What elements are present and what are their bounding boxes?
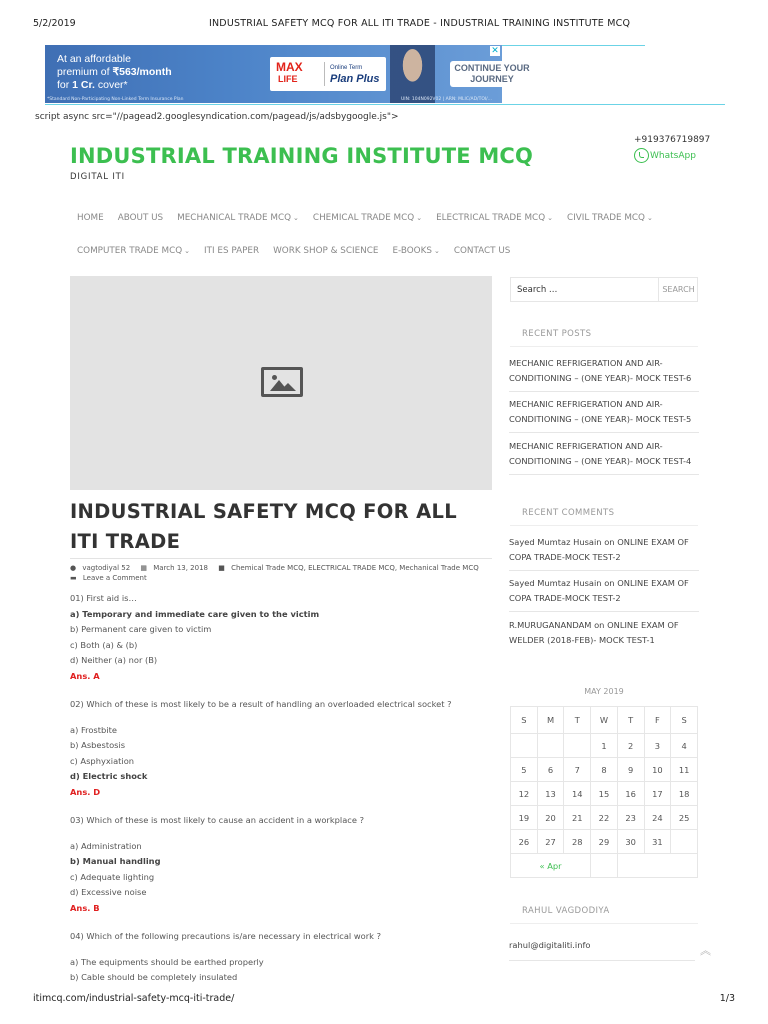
comment-meta[interactable]: [70, 574, 151, 582]
calendar-day-name: S: [671, 707, 698, 734]
calendar-nav-spacer: [591, 854, 618, 878]
calendar-day: 6: [537, 758, 564, 782]
chevron-down-icon: ⌄: [646, 213, 653, 222]
calendar-day-name: W: [591, 707, 618, 734]
ad-logo-max: MAX: [276, 60, 303, 74]
calendar-day: 22: [591, 806, 618, 830]
nav-item-label: ELECTRICAL TRADE MCQ: [436, 212, 546, 223]
chevron-down-icon: ⌄: [293, 213, 299, 222]
question-spacer: [70, 829, 490, 839]
calendar-day: 14: [564, 782, 591, 806]
ad-logo-plan-text: Plan Plus: [330, 73, 380, 85]
answer-key: Ans. A: [70, 670, 100, 681]
ad-logo-plan-small: Online Term: [330, 65, 363, 71]
leave-comment-link: Leave a Comment: [82, 574, 147, 582]
calendar-day: 16: [617, 782, 644, 806]
calendar-day: 19: [511, 806, 538, 830]
recent-post-separator: [509, 474, 699, 475]
calendar-day: 5: [511, 758, 538, 782]
calendar-day-name: M: [537, 707, 564, 734]
answer-option: c) Asphyxiation: [70, 755, 135, 766]
nav-item[interactable]: [306, 213, 429, 223]
question-spacer: [70, 713, 490, 723]
ad-price: ₹563/month: [112, 66, 172, 78]
answer-option: c) Both (a) & (b): [70, 639, 138, 650]
ad-continue-button[interactable]: CONTINUE YOUR JOURNEY: [450, 61, 534, 87]
chevron-down-icon: ⌄: [184, 246, 191, 255]
calendar-day: 23: [617, 806, 644, 830]
calendar-day-name: S: [511, 707, 538, 734]
author-email[interactable]: rahul@digitaliti.info: [509, 940, 591, 950]
calendar-day: 8: [591, 758, 618, 782]
answer-option: b) Asbestosis: [70, 740, 126, 750]
comment-author[interactable]: Sayed Mumtaz Husain: [509, 578, 602, 588]
author-widget-title-line: [510, 923, 698, 924]
calendar-day-name: T: [617, 707, 644, 734]
comment-post-link[interactable]: ONLINE EXAM OF COPA TRADE-MOCK TEST-2: [509, 537, 689, 562]
author-meta[interactable]: [70, 564, 134, 572]
calendar-table: [510, 706, 698, 878]
recent-post-link[interactable]: MECHANIC REFRIGERATION AND AIR-CONDITIONING – (ONE YEAR)- MOCK TEST-5: [509, 399, 692, 424]
recent-comments-title: RECENT COMMENTS: [522, 508, 615, 518]
post-categories: Chemical Trade MCQ, ELECTRICAL TRADE MCQ, Mechanical Trade MCQ: [231, 564, 479, 572]
calendar-day: 12: [511, 782, 538, 806]
user-icon: ●: [70, 564, 77, 572]
image-icon: [261, 367, 303, 397]
calendar-day: 17: [644, 782, 671, 806]
question-block: [70, 929, 490, 986]
raw-script-text: script async src="//pagead2.googlesyndication.com/pagead/js/adsbygoogle.js">: [35, 112, 399, 122]
print-page-number: 1/3: [719, 993, 735, 1004]
calendar-day: 27: [537, 830, 564, 854]
calendar-day: 26: [511, 830, 538, 854]
chevron-down-icon: ⌄: [547, 213, 553, 222]
ad-fine-print: *Standard Non-Participating Non-Linked Term Insurance Plan: [47, 97, 184, 102]
calendar-icon: ▦: [140, 564, 148, 572]
calendar-day: 3: [644, 734, 671, 758]
recent-post-separator: [509, 432, 699, 433]
nav-item-label: WORK SHOP & SCIENCE: [273, 245, 379, 256]
calendar-day-name: F: [644, 707, 671, 734]
featured-image-placeholder: [70, 276, 492, 490]
calendar-week-row: [511, 806, 698, 830]
ad-line-2: [57, 66, 172, 79]
calendar-empty-cell: [564, 734, 591, 758]
nav-item-label: CONTACT US: [453, 245, 511, 256]
chevron-down-icon: ⌄: [433, 246, 440, 255]
recent-post-separator: [509, 391, 699, 392]
category-meta[interactable]: [218, 564, 482, 572]
answer-key: Ans. B: [70, 902, 100, 913]
correct-option: b) Manual handling: [70, 856, 161, 866]
correct-option: a) Temporary and immediate care given to the victim: [70, 608, 320, 619]
calendar-week-row: [511, 758, 698, 782]
date-meta[interactable]: [140, 564, 212, 572]
site-title[interactable]: INDUSTRIAL TRAINING INSTITUTE MCQ: [70, 144, 534, 168]
comment-on: on: [594, 620, 605, 630]
nav-item-label: ABOUT US: [117, 212, 164, 223]
calendar-empty-cell: [671, 830, 698, 854]
comment-author[interactable]: Sayed Mumtaz Husain: [509, 537, 602, 547]
correct-option: d) Electric shock: [70, 771, 148, 781]
calendar-day: 7: [564, 758, 591, 782]
answer-option: d) Neither (a) nor (B): [70, 655, 158, 665]
nav-item[interactable]: [70, 213, 111, 223]
print-date: 5/2/2019: [33, 18, 76, 29]
whatsapp-link[interactable]: [634, 148, 696, 163]
nav-row-1: [70, 205, 653, 230]
answer-option: b) Permanent care given to victim: [70, 624, 212, 634]
answer-option: a) Frostbite: [70, 724, 117, 735]
calendar-empty-cell: [537, 734, 564, 758]
ad-logo-life: LIFE: [278, 74, 298, 84]
nav-item-label: E-BOOKS: [392, 245, 432, 256]
question-text: 04) Which of the following precautions is/are necessary in electrical work ?: [70, 931, 381, 941]
recent-comments-title-line: [510, 525, 698, 526]
calendar-day: 20: [537, 806, 564, 830]
ad-copy: [57, 53, 172, 92]
comment-on: on: [604, 578, 615, 588]
nav-item-label: HOME: [77, 212, 104, 223]
calendar-day: 31: [644, 830, 671, 854]
chevron-down-icon: ⌄: [416, 213, 423, 222]
calendar-day: 2: [617, 734, 644, 758]
ad-line-1: At an affordable: [57, 53, 131, 65]
calendar-week-row: [511, 830, 698, 854]
question-text: 01) First aid is…: [70, 593, 137, 603]
answer-option: a) The equipments should be earthed properly: [70, 956, 264, 967]
calendar-day: 9: [617, 758, 644, 782]
ad-logo-separator: [324, 62, 325, 86]
comment-post-link[interactable]: ONLINE EXAM OF WELDER (2018-FEB)- MOCK TEST-1: [509, 620, 679, 645]
calendar-next-month-cell: [617, 854, 697, 878]
calendar-day: 10: [644, 758, 671, 782]
ad-line-3-pre: for: [57, 79, 73, 91]
question-text: 02) Which of these is most likely to be a result of handling an overloaded electrical socket ?: [70, 699, 452, 709]
phone-number[interactable]: +919376719897: [634, 135, 711, 145]
nav-item[interactable]: [70, 246, 197, 256]
comment-icon: ▬: [70, 574, 77, 582]
calendar-empty-cell: [511, 734, 538, 758]
print-doc-title: INDUSTRIAL SAFETY MCQ FOR ALL ITI TRADE - INDUSTRIAL TRAINING INSTITUTE MCQ: [209, 18, 631, 29]
whatsapp-icon: [634, 148, 649, 163]
ad-line-2-pre: premium of: [57, 66, 113, 78]
calendar-nav-row: [511, 854, 698, 878]
nav-item-label: COMPUTER TRADE MCQ: [77, 245, 183, 256]
ad-line-3: [57, 79, 172, 92]
calendar-header-row: [511, 707, 698, 734]
question-block: [70, 591, 490, 684]
post-title-divider: [70, 558, 492, 559]
post-meta: [70, 563, 490, 583]
ad-cover: 1 Cr.: [72, 79, 95, 91]
nav-item-label: CHEMICAL TRADE MCQ: [312, 212, 415, 223]
nav-item[interactable]: [385, 246, 446, 256]
recent-comment: [509, 576, 699, 605]
calendar-day: 21: [564, 806, 591, 830]
calendar-day: 25: [671, 806, 698, 830]
post-date: March 13, 2018: [153, 564, 208, 572]
calendar-day: 24: [644, 806, 671, 830]
site-tagline: DIGITAL ITI: [70, 172, 125, 182]
nav-row-2: [70, 238, 630, 263]
calendar-caption: MAY 2019: [584, 687, 624, 696]
answer-option: c) Adequate lighting: [70, 871, 155, 882]
nav-item-label: CIVIL TRADE MCQ: [567, 212, 645, 223]
calendar-day: 29: [591, 830, 618, 854]
calendar-day: 28: [564, 830, 591, 854]
nav-item-label: MECHANICAL TRADE MCQ: [177, 212, 292, 223]
comment-on: on: [604, 537, 615, 547]
post-title: INDUSTRIAL SAFETY MCQ FOR ALL ITI TRADE: [70, 500, 457, 553]
recent-post-link[interactable]: MECHANIC REFRIGERATION AND AIR-CONDITIONING – (ONE YEAR)- MOCK TEST-6: [509, 358, 692, 383]
scroll-to-top-icon[interactable]: ︽: [700, 944, 711, 957]
calendar-day: 4: [671, 734, 698, 758]
calendar-day: 11: [671, 758, 698, 782]
recent-posts-title-line: [510, 346, 698, 347]
question-block: [70, 697, 490, 800]
calendar-day: 30: [617, 830, 644, 854]
answer-option: d) Excessive noise: [70, 887, 147, 897]
ad-close-icon[interactable]: ✕: [491, 46, 499, 56]
recent-comment: [509, 618, 699, 647]
ad-person-image: [390, 45, 435, 103]
post-author: vagtodiyal 52: [82, 564, 131, 572]
whatsapp-label: WhatsApp: [650, 150, 696, 161]
ad-line-3-post: cover*: [94, 79, 128, 91]
nav-item[interactable]: [197, 246, 266, 256]
ad-fine-print-right: UIN: 104N092V02 | ARN: MLIC/AD/TOI/...: [400, 97, 492, 102]
print-url: itimcq.com/industrial-safety-mcq-iti-trade/: [33, 993, 235, 1004]
nav-item[interactable]: [170, 213, 306, 223]
search-form: [510, 277, 698, 302]
recent-comment: [509, 535, 699, 564]
ad-banner[interactable]: [45, 45, 530, 103]
recent-post-link[interactable]: MECHANIC REFRIGERATION AND AIR-CONDITIONING – (ONE YEAR)- MOCK TEST-4: [509, 441, 692, 466]
calendar-week-row: [511, 782, 698, 806]
ad-logo-plan: [330, 63, 380, 85]
author-widget-title: RAHUL VAGDODIYA: [522, 906, 610, 916]
question-block: [70, 813, 490, 916]
answer-option: a) Administration: [70, 840, 142, 851]
main-nav: [70, 205, 653, 263]
image-icon-mountain-small: [280, 383, 296, 391]
recent-comment-separator: [509, 570, 699, 571]
nav-item[interactable]: [560, 213, 660, 223]
recent-comment-separator: [509, 611, 699, 612]
calendar-day: 1: [591, 734, 618, 758]
answer-key: Ans. D: [70, 786, 101, 797]
recent-posts-title: RECENT POSTS: [522, 329, 592, 339]
calendar-day: 18: [671, 782, 698, 806]
calendar-prev-month-link[interactable]: « Apr: [511, 854, 591, 878]
nav-item[interactable]: [429, 213, 560, 223]
comment-author[interactable]: R.MURUGANANDAM: [509, 620, 592, 630]
question-spacer: [70, 945, 490, 955]
calendar-week-row: [511, 734, 698, 758]
folder-icon: ■: [218, 564, 225, 572]
search-input[interactable]: Search …: [517, 285, 558, 295]
calendar-day: 15: [591, 782, 618, 806]
nav-item[interactable]: [111, 213, 170, 223]
calendar-day: 13: [537, 782, 564, 806]
nav-item[interactable]: [266, 246, 385, 256]
nav-item[interactable]: [447, 246, 518, 256]
question-text: 03) Which of these is most likely to cause an accident in a workplace ?: [70, 815, 364, 825]
ad-logo: [270, 57, 386, 91]
ad-border-bottom: [45, 104, 725, 105]
search-button[interactable]: SEARCH: [658, 278, 698, 301]
comment-post-link[interactable]: ONLINE EXAM OF COPA TRADE-MOCK TEST-2: [509, 578, 689, 603]
author-email-line: [509, 960, 695, 961]
nav-item-label: ITI ES PAPER: [204, 245, 260, 256]
answer-option: b) Cable should be completely insulated: [70, 972, 238, 982]
calendar-day-name: T: [564, 707, 591, 734]
